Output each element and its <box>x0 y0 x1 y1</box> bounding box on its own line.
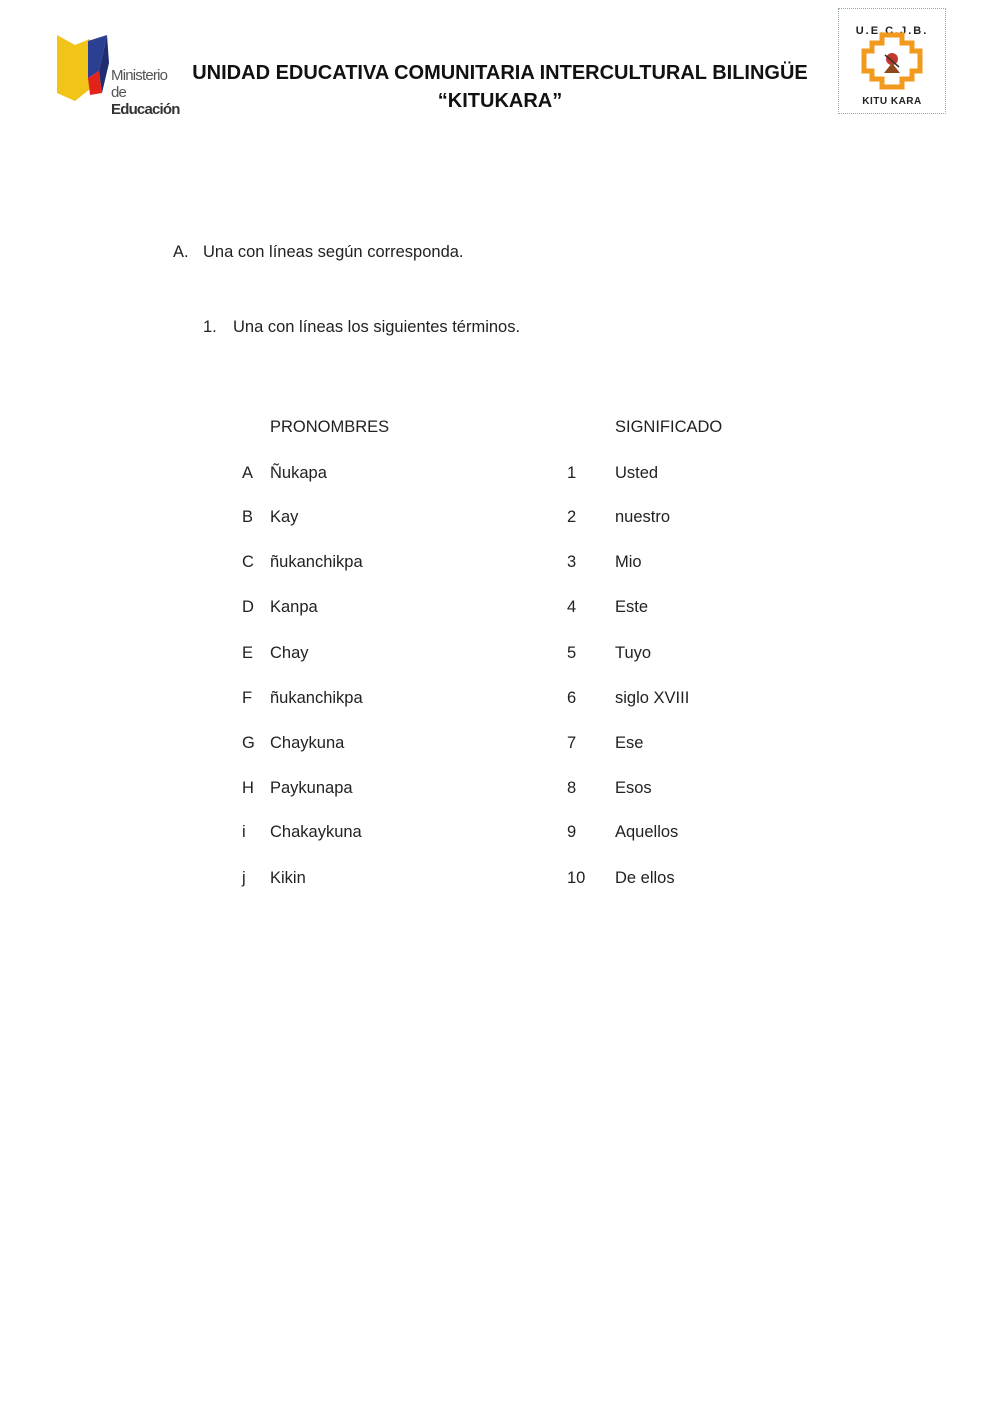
school-logo-acronym: U.E.C.J.B. <box>855 25 929 37</box>
row-meaning: Esos <box>615 779 652 797</box>
row-letter: H <box>242 779 254 797</box>
row-meaning: Mio <box>615 553 642 571</box>
flag-book-icon <box>55 33 115 108</box>
row-meaning: Tuyo <box>615 644 652 662</box>
ministerio-line2-bold: Educación <box>111 101 180 118</box>
row-number: 9 <box>567 823 577 841</box>
row-meaning: De ellos <box>615 869 675 887</box>
row-meaning: Este <box>615 598 649 616</box>
row-meaning: Aquellos <box>615 823 679 841</box>
row-letter: F <box>242 689 253 707</box>
row-number: 3 <box>567 553 577 571</box>
row-number: 1 <box>567 464 577 482</box>
row-letter: D <box>242 598 254 616</box>
column-header-significado: SIGNIFICADO <box>615 418 723 436</box>
item-instruction: Una con líneas los siguientes términos. <box>233 318 521 336</box>
row-letter: B <box>242 508 254 526</box>
row-number: 4 <box>567 598 577 616</box>
row-letter: C <box>242 553 254 571</box>
row-meaning: siglo XVIII <box>615 689 690 707</box>
ministerio-line1: Ministerio <box>111 67 168 84</box>
school-title: UNIDAD EDUCATIVA COMUNITARIA INTERCULTURAL BILINGÜE <box>192 62 808 84</box>
row-term: Chakaykuna <box>270 823 362 841</box>
row-term: Chay <box>270 644 309 662</box>
row-number: 8 <box>567 779 577 797</box>
row-number: 10 <box>567 869 586 887</box>
ministerio-line2-prefix: de <box>111 84 127 101</box>
row-term: ñukanchikpa <box>270 553 363 571</box>
school-name-quoted: “KITUKARA” <box>437 90 563 112</box>
row-term: Kanpa <box>270 598 318 616</box>
section-marker: A. <box>173 243 189 261</box>
row-number: 6 <box>567 689 577 707</box>
row-number: 5 <box>567 644 577 662</box>
row-term: Kikin <box>270 869 306 887</box>
row-number: 7 <box>567 734 577 752</box>
row-letter: A <box>242 464 254 482</box>
row-term: Kay <box>270 508 299 526</box>
row-meaning: Ese <box>615 734 644 752</box>
row-term: Ñukapa <box>270 464 327 482</box>
row-meaning: nuestro <box>615 508 671 526</box>
item-number: 1. <box>203 318 217 336</box>
row-term: ñukanchikpa <box>270 689 363 707</box>
column-header-pronombres: PRONOMBRES <box>270 418 390 436</box>
row-number: 2 <box>567 508 577 526</box>
school-logo <box>838 8 946 114</box>
row-meaning: Usted <box>615 464 659 482</box>
row-letter: i <box>242 823 246 841</box>
section-instruction: Una con líneas según corresponda. <box>203 243 464 261</box>
row-term: Paykunapa <box>270 779 353 797</box>
row-letter: j <box>242 869 246 887</box>
school-logo-name: KITU KARA <box>862 96 922 107</box>
row-term: Chaykuna <box>270 734 345 752</box>
row-letter: E <box>242 644 254 662</box>
row-letter: G <box>242 734 255 752</box>
